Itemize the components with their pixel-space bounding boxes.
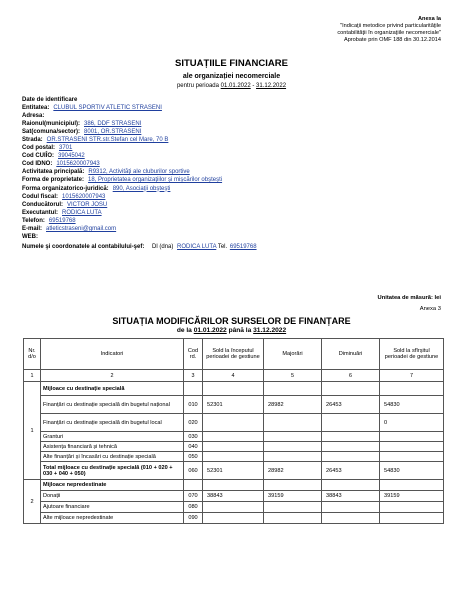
col-number: 3 [184,370,203,382]
code-cell: 060 [184,462,203,480]
table-row [24,502,444,513]
identification-row [22,96,442,104]
value-cell [264,480,322,491]
report-title: SITUAȚIA MODIFICĂRILOR SURSELOR DE FINANȚARE [112,316,351,326]
page-title: SITUAȚIILE FINANCIARE [175,58,288,69]
value-cell: 0 [380,414,444,432]
value-cell [264,382,322,396]
value-cell [264,513,322,524]
page-subtitle: ale organizației necomerciale [182,73,281,80]
report-period-to: 31.12.2022 [253,327,287,334]
identification-label: Executantul: [22,209,59,216]
code-cell: 070 [184,491,203,502]
period-to: 31.12.2022 [256,83,287,89]
indicator-cell: Total mijloace cu destinație specială (010 + 020 + 030 + 040 + 050) [41,462,184,480]
value-cell: 38843 [322,491,380,502]
table-row [24,462,444,480]
identification-label: Telefon: [22,217,45,224]
table-row [24,382,444,396]
identification-label: Conducătorul: [22,201,63,208]
header-opening-balance: Sold la începutul perioadei de gestiune [203,339,264,370]
period-separator: - [250,83,257,89]
col-number: 2 [41,370,184,382]
code-cell: 020 [184,414,203,432]
code-cell: 010 [184,396,203,414]
indicator-cell: Ajutoare financiare [41,502,184,513]
value-cell [380,502,444,513]
value-cell [380,432,444,442]
table-row [24,480,444,491]
report-period [0,327,463,334]
identification-label: E-mail: [22,225,43,232]
annex-line-3: contabilităţii în organizaţiile necomerciale" [337,30,441,36]
value-cell: 52301 [203,396,264,414]
annex-line-2: "Indicaţii metodice privind particularităţile [340,23,441,29]
value-cell [203,452,264,462]
period-from: 01.01.2022 [220,83,251,89]
identification-label: Cod CUIÎO: [22,153,54,160]
identification-value: 1015620007943 [56,161,100,168]
header-nr: Nr. d/o [24,339,41,370]
value-cell [264,502,322,513]
identification-row [22,120,442,128]
value-cell: 26453 [322,396,380,414]
identification-row [22,209,442,217]
identification-value: atleticstraseni@gmail.com [46,225,117,232]
row-number: 2 [24,480,41,524]
identification-row [22,128,442,136]
identification-value: 1015620007943 [62,193,106,200]
period-prefix: pentru perioada [176,83,219,89]
table-row [24,414,444,432]
identification-row [22,112,442,120]
value-cell [264,414,322,432]
identification-label: Entitatea: [22,105,50,112]
value-cell [322,513,380,524]
identification-label: Strada: [22,137,43,144]
value-cell [380,452,444,462]
value-cell [380,480,444,491]
value-cell [322,382,380,396]
indicator-cell: Granturi [41,432,184,442]
value-cell [322,480,380,491]
identification-value: OR.STRASENI STR.str.Stefan cel Mare, 70 B [46,137,169,144]
row-number: 1 [24,382,41,480]
table-row [24,491,444,502]
value-cell [203,442,264,452]
header-indicators: Indicatori [41,339,184,370]
value-cell: 38843 [203,491,264,502]
indicator-cell: Mijloace cu destinație specială [41,382,184,396]
identification-row [22,160,442,168]
identification-label: Adresa: [22,113,45,120]
header-code: Cod rd. [184,339,203,370]
code-cell: 030 [184,432,203,442]
code-cell: 080 [184,502,203,513]
accountant-tel-label: Tel. [217,243,228,250]
annex-line-4: Aprobate prin OMF 188 din 30.12.2014 [343,37,441,43]
identification-value: 890, Asociaţii obşteşti [112,185,171,192]
identification-value: 39045042 [58,153,85,160]
identification-row [22,136,442,144]
identification-label: Cod postal: [22,145,55,152]
identification-value: RODICA LUTA [62,209,102,216]
indicator-cell: Finanțări cu destinație specială din bugetul local [41,414,184,432]
identification-label: WEB: [22,233,38,240]
indicator-cell: Asistența financiară și tehnică [41,442,184,452]
value-cell [380,382,444,396]
code-cell: 040 [184,442,203,452]
table-row [24,442,444,452]
value-cell [203,432,264,442]
value-cell: 52301 [203,462,264,480]
value-cell [203,513,264,524]
header-decreases: Diminuări [322,339,380,370]
col-number: 4 [203,370,264,382]
value-cell [322,414,380,432]
indicator-cell: Mijloace nepredestinate [41,480,184,491]
identification-block [22,96,442,251]
indicator-cell: Alte mijloace nepredestinate [41,513,184,524]
header-increases: Majorări [264,339,322,370]
col-number: 5 [264,370,322,382]
value-cell [380,513,444,524]
report-period-from: 01.01.2022 [193,327,227,334]
reporting-period [0,83,463,89]
value-cell: 39159 [380,491,444,502]
identification-value: 8001, OR.STRASENI [84,129,142,136]
col-number: 7 [380,370,444,382]
report-period-prefix: de la [176,327,192,334]
value-cell [380,442,444,452]
identification-row [22,233,442,241]
value-cell: 39159 [264,491,322,502]
value-cell [322,442,380,452]
value-cell [264,442,322,452]
identification-label: Forma de proprietate: [22,177,85,184]
identification-row [22,152,442,160]
identification-value: CLUBUL SPORTIV ATLETIC STRASENI [53,105,162,112]
header-closing-balance: Sold la sfîrșitul perioadei de gestiune [380,339,444,370]
value-cell [322,502,380,513]
code-cell [184,480,203,491]
value-cell: 28982 [264,462,322,480]
identification-row [22,193,442,201]
table-column-numbers [24,370,444,382]
identification-row [22,201,442,209]
identification-row [22,185,442,193]
report-period-mid: până la [228,327,252,334]
value-cell: 54830 [380,462,444,480]
code-cell: 090 [184,513,203,524]
identification-value: 386, DDF STRASENI [84,121,142,128]
annex-line-1: Anexa la [417,16,441,22]
accountant-prefix: Dl (dna) [152,243,174,250]
identification-row [22,176,442,184]
accountant-name: RODICA LUTA [177,243,217,250]
value-cell [203,414,264,432]
value-cell [264,452,322,462]
identification-label: Date de identificare [22,97,78,103]
identification-label: Sat(comuna/sector): [22,129,81,136]
accountant-tel: 69519768 [229,243,257,250]
value-cell: 54830 [380,396,444,414]
col-number: 1 [24,370,41,382]
identification-row [22,225,442,233]
identification-label: Raionul(municipiul): [22,121,80,128]
identification-value: VICTOR JOSU [67,201,108,208]
accountant-row [22,243,442,251]
annex-note [251,16,441,44]
table-row [24,432,444,442]
identification-row [22,217,442,225]
value-cell [322,452,380,462]
identification-row [22,168,442,176]
indicator-cell: Donații [41,491,184,502]
value-cell [203,382,264,396]
identification-value: 69519768 [48,217,76,224]
identification-row [22,144,442,152]
table-row [24,452,444,462]
identification-label: Codul fiscal: [22,193,59,200]
identification-label: Cod IDNO: [22,161,53,168]
table-header-row [24,339,444,370]
indicator-cell: Finanțări cu destinație specială din bugetul național [41,396,184,414]
identification-value: R9312, Activităţi ale cluburilor sportive [88,169,190,176]
identification-row [22,104,442,112]
code-cell [184,382,203,396]
code-cell: 050 [184,452,203,462]
table-row [24,396,444,414]
value-cell: 26453 [322,462,380,480]
value-cell [264,432,322,442]
unit-of-measure: Unitatea de măsură: lei [377,295,441,301]
annex-3-label: Anexa 3 [419,306,441,312]
value-cell [203,480,264,491]
identification-value: 18, Proprietatea organizaţiilor şi mişcărilor obşteşti [88,177,223,184]
accountant-label: Numele şi coordonatele al contabilului-şef: [22,243,145,250]
table-row [24,513,444,524]
indicator-cell: Alte finanțări și încasări cu destinație specială [41,452,184,462]
identification-value: 3701 [59,145,73,152]
value-cell [203,502,264,513]
identification-label: Activitatea principală: [22,169,85,176]
value-cell: 28982 [264,396,322,414]
identification-label: Forma organizatorico-juridică: [22,185,109,192]
value-cell [322,432,380,442]
financing-sources-table [23,338,444,524]
col-number: 6 [322,370,380,382]
